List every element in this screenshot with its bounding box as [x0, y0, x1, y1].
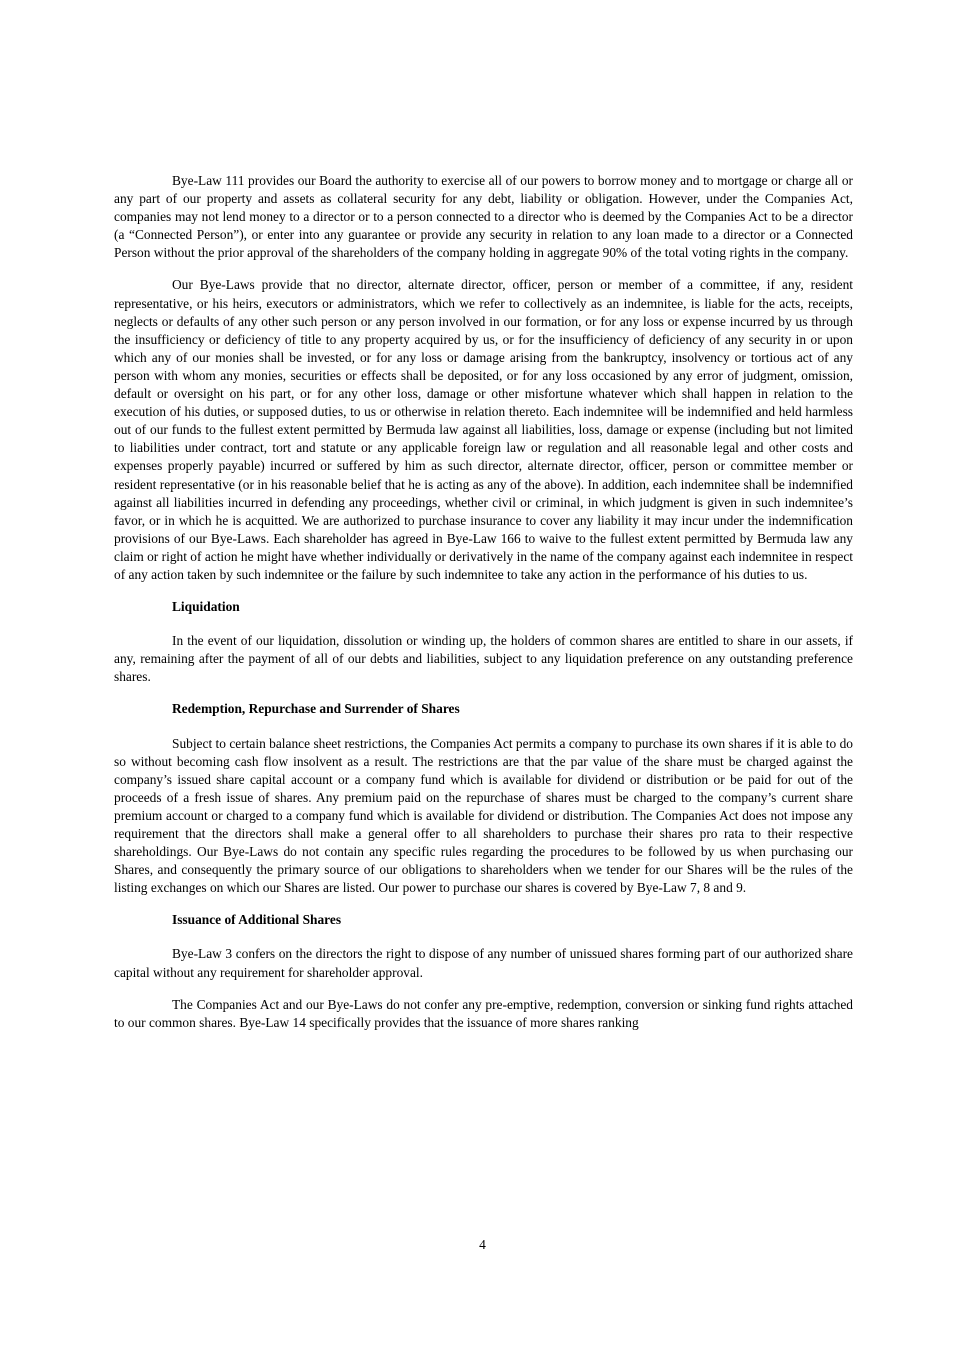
paragraph-issuance-directors: Bye-Law 3 confers on the directors the right to dispose of any number of unissued shares forming part of our authorized share capital without any requirement for shareholder approval. [114, 946, 853, 980]
heading-liquidation: Liquidation [172, 599, 240, 615]
document-page [114, 172, 853, 1046]
paragraph-redemption: Subject to certain balance sheet restrictions, the Companies Act permits a company to purchase its own shares if it is able to do so without becoming cash flow insolvent as a result. The restrictions are that the par value of the share must be charged against the company’s issued share capital account or a company fund which is available for dividend or distribution or be paid for out of the proceeds of a fresh issue of shares. Any premium paid on the repurchase of shares must be charged to the company’s current share premium account or charged to a company fund which is available for dividend or distribution. The Companies Act does not impose any requirement that the directors shall make a general offer to all shareholders to purchase their shares pro rata to their respective shareholdings. Our Bye-Laws do not contain any specific rules regarding the procedures to be followed by us when purchasing our Shares, and consequently the primary source of our obligations to shareholders when we tender for our Shares will be the rules of the listing exchanges on which our Shares are listed. Our power to purchase our shares is covered by Bye-Law 7, 8 and 9. [114, 735, 853, 896]
paragraph-borrowing-powers: Bye-Law 111 provides our Board the authority to exercise all of our powers to borrow money and to mortgage or charge all or any part of our property and assets as collateral security for any debt, liability or obligation. However, under the Companies Act, companies may not lend money to a director or to a person connected to a director who is deemed by the Companies Act to be a director (a “Connected Person”), or enter into any guarantee or provide any security in relation to any loan made to a director or a Connected Person without the prior approval of the shareholders of the company holding in aggregate 90% of the total voting rights in the company. [114, 173, 853, 261]
page-number: 4 [479, 1237, 486, 1252]
heading-issuance: Issuance of Additional Shares [172, 912, 342, 928]
heading-redemption: Redemption, Repurchase and Surrender of Shares [172, 701, 460, 717]
paragraph-liquidation: In the event of our liquidation, dissolution or winding up, the holders of common shares are entitled to share in our assets, if any, remaining after the payment of all of our debts and liabilities, subject to any liquidation preference on any outstanding preference shares. [114, 633, 853, 685]
paragraph-preemptive-rights: The Companies Act and our Bye-Laws do not confer any pre-emptive, redemption, conversion or sinking fund rights attached to our common shares. Bye-Law 14 specifically provides that the issuance of more shares ranking [114, 996, 853, 1030]
paragraph-indemnification: Our Bye-Laws provide that no director, alternate director, officer, person or member of a committee, if any, resident representative, or his heirs, executors or administrators, which we refer to collectively as an indemnitee, is liable for the acts, receipts, neglects or defaults of any other such person or any person involved in our formation, or for any loss or expense incurred by us through the insufficiency or deficiency of title to any property acquired by us, or for the insufficiency of deficiency of any security in or upon which any of our monies shall be invested, or for any loss or damage arising from the bankruptcy, insolvency or tortious act of any person with whom any monies, securities or effects shall be deposited, or for any loss occasioned by any error of judgment, omission, default or oversight on his part, or for any other loss, damage or other misfortune whatever which shall happen in relation to the execution of his duties, or supposed duties, to us or otherwise in relation thereto. Each indemnitee will be indemnified and held harmless out of our funds to the fullest extent permitted by Bermuda law against all liabilities, loss, damage or expense (including but not limited to liabilities under contract, tort and statute or any applicable foreign law or regulation and all reasonable legal and other costs and expenses properly payable) incurred or suffered by him as such director, alternate director, officer, person or committee member or resident representative (or in his reasonable belief that he is acting as any of the above). In addition, each indemnitee shall be indemnified against all liabilities incurred in defending any proceedings, whether civil or criminal, in which judgment is given in such indemnitee’s favor, or in which he is acquitted. We are authorized to purchase insurance to cover any liability it may incur under the indemnification provisions of our Bye-Laws. Each shareholder has agreed in Bye-Law 166 to waive to the fullest extent permitted by Bermuda law any claim or right of action he might have whether individually or derivatively in the name of the company against each indemnitee in respect of any action taken by such indemnitee or the failure by such indemnitee to take any action in the performance of his duties to us. [114, 277, 853, 582]
